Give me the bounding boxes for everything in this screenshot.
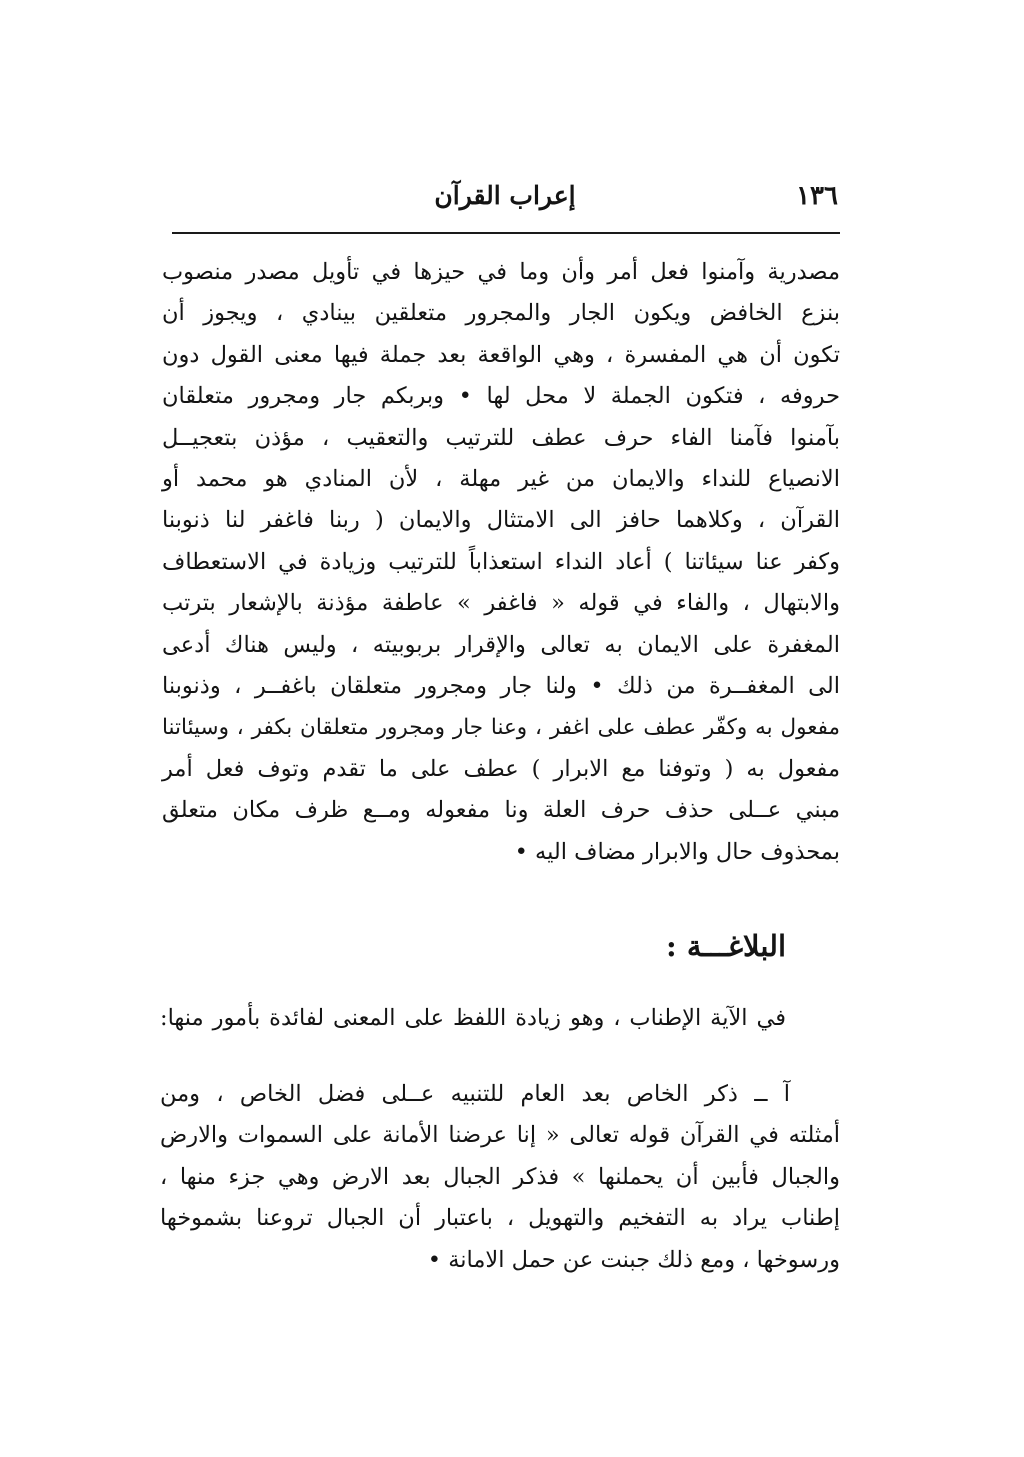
text-line: ورسوخها ، ومع ذلك جبنت عن حمل الامانة • (427, 1246, 840, 1273)
section-heading: البلاغـــة : (666, 929, 786, 963)
text-line: والابتهال ، والفاء في قوله « فاغفر » عاطفة مؤذنة بالإشعار بترتب (162, 590, 840, 617)
text-line: مصدرية وآمنوا فعل أمر وأن وما في حيزها في تأويل مصدر منصوب (162, 259, 840, 285)
section-intro: في الآية الإطناب ، وهو زيادة اللفظ على المعنى لفائدة بأمور منها: (160, 1005, 786, 1031)
text-line: مبني عــلى حذف حرف العلة ونا مفعوله ومــع ظرف مكان متعلق (162, 797, 840, 824)
text-line: أمثلته في القرآن قوله تعالى « إنا عرضنا الأمانة على السموات والارض (160, 1122, 840, 1149)
text-line: بآمنوا فآمنا الفاء حرف عطف للترتيب والتعقيب ، مؤذن بتعجيــل (162, 424, 840, 451)
text-line: بنزع الخافض ويكون الجار والمجرور متعلقين بينادي ، ويجوز أن (162, 300, 840, 327)
paragraph-grammar (162, 252, 840, 873)
text-line: وكفر عنا سيئاتنا ) أعاد النداء استعذاباً للترتيب وزيادة في الاستعطاف (162, 548, 840, 575)
text-line: حروفه ، فتكون الجملة لا محل لها • وبربكم جار ومجرور متعلقان (162, 383, 840, 410)
text-line: آ ــ ذكر الخاص بعد العام للتنبيه عــلى فضل الخاص ، ومن (160, 1081, 790, 1107)
header-rule (172, 232, 840, 234)
text-line: المغفرة على الايمان به تعالى والإقرار بربوبيته ، وليس هناك أدعى (162, 631, 840, 658)
text-line: مفعول به ( وتوفنا مع الابرار ) عطف على ما تقدم وتوف فعل أمر (162, 755, 840, 782)
text-line: الانصياع للنداء والايمان من غير مهلة ، لأن المنادي هو محمد أو (162, 466, 840, 493)
text-line: بمحذوف حال والابرار مضاف اليه • (514, 838, 840, 865)
text-line: مفعول به وكفّر عطف على اغفر ، وعنا جار ومجرور متعلقان بكفر ، وسيئاتنا (162, 715, 840, 741)
text-line: تكون أن هي المفسرة ، وهي الواقعة بعد جملة فيها معنى القول دون (162, 341, 840, 368)
page-number: ١٣٦ (796, 181, 838, 211)
running-title: إعراب القرآن (434, 181, 576, 210)
page-header (172, 178, 838, 214)
paragraph-rhetoric (160, 1074, 840, 1281)
text-line: الى المغفــرة من ذلك • ولنا جار ومجرور متعلقان باغفــر ، وذنوبنا (162, 673, 840, 700)
text-line: القرآن ، وكلاهما حافز الى الامتثال والايمان ( ربنا فاغفر لنا ذنوبنا (162, 507, 840, 534)
text-line: إطناب يراد به التفخيم والتهويل ، باعتبار أن الجبال تروعنا بشموخها (160, 1205, 840, 1232)
text-line: والجبال فأبين أن يحملنها » فذكر الجبال بعد الارض وهي جزء منها ، (160, 1163, 840, 1190)
